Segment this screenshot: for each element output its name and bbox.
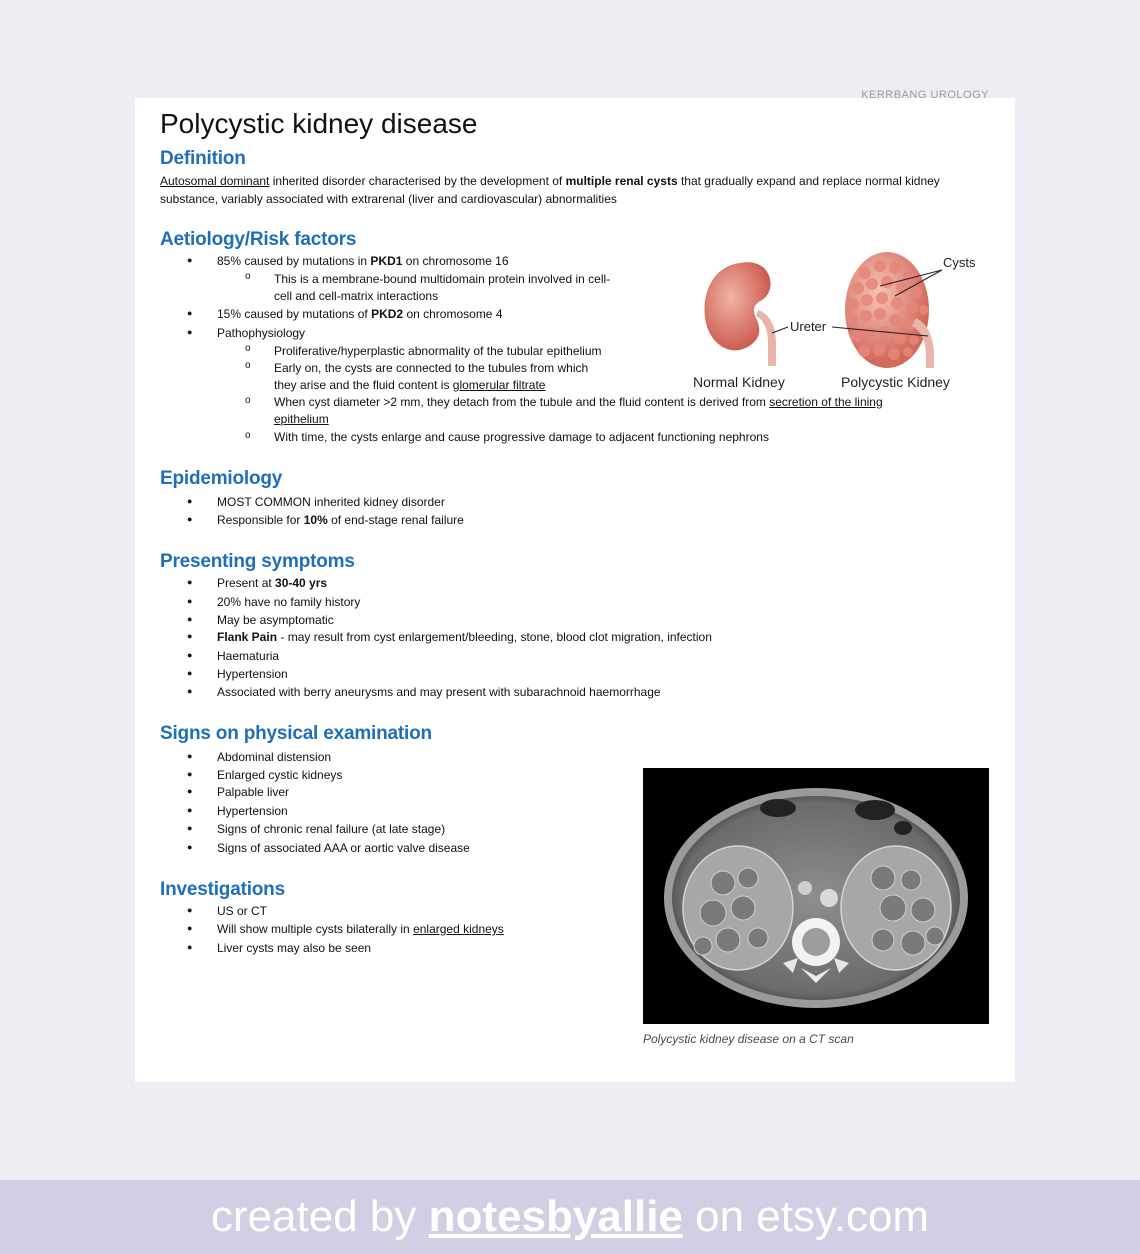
signs-item-2: Enlarged cystic kidneys: [217, 768, 343, 782]
header-cut-text: KERRBANG UROLOGY: [861, 89, 989, 101]
epidemiology-item-1: MOST COMMON inherited kidney disorder: [217, 495, 445, 509]
aetiology-sub-5: With time, the cysts enlarge and cause progressive damage to adjacent functioning nephrons: [274, 430, 769, 444]
bullet-icon: ●: [187, 751, 193, 761]
footer-post: on etsy.com: [682, 1192, 930, 1241]
bullet-icon: ●: [187, 614, 193, 624]
definition-p4: that gradually expand and replace normal kidney substance, variably associated with extrarenal (liver and cardiovascular) abnormalities: [160, 174, 940, 206]
circle-bullet-icon: o: [245, 395, 251, 406]
aetiology-item-1: 85% caused by mutations in PKD1 on chromosome 16: [217, 254, 509, 268]
definition-p2: inherited disorder characterised by the development of: [269, 174, 566, 188]
bullet-icon: ●: [187, 308, 193, 318]
circle-bullet-icon: o: [245, 430, 251, 441]
signs-item-4: Hypertension: [217, 804, 288, 818]
symptoms-item-7: Associated with berry aneurysms and may present with subarachnoid haemorrhage: [217, 685, 661, 699]
bullet-icon: ●: [187, 496, 193, 506]
kidney-illustration: [690, 248, 990, 393]
cysts-label: Cysts: [943, 255, 976, 270]
aetiology-sub-3a: Early on, the cysts are connected to the tubules from which: [274, 361, 589, 375]
footer-pre: created by: [210, 1192, 429, 1241]
kidney-figure: [690, 248, 990, 393]
ct-scan-image: [643, 768, 989, 1024]
bullet-icon: ●: [187, 327, 193, 337]
bullet-icon: ●: [187, 823, 193, 833]
investigations-item-1: US or CT: [217, 904, 268, 918]
signs-item-3: Palpable liver: [217, 785, 290, 799]
aetiology-item-3: Pathophysiology: [217, 326, 306, 340]
definition-p1: Autosomal dominant: [160, 174, 270, 188]
aetiology-sub-1a: This is a membrane-bound multidomain protein involved in cell-: [274, 272, 611, 286]
ureter-label: Ureter: [790, 319, 827, 334]
normal-kidney-label: Normal Kidney: [693, 374, 785, 390]
note-page: [135, 89, 1015, 1082]
bullet-icon: ●: [187, 650, 193, 660]
investigations-item-3: Liver cysts may also be seen: [217, 941, 372, 955]
symptoms-item-1: Present at 30-40 yrs: [217, 576, 328, 590]
aetiology-sub-4b: epithelium: [274, 412, 329, 426]
bullet-icon: ●: [187, 905, 193, 915]
bullet-icon: ●: [187, 686, 193, 696]
definition-heading: Definition: [160, 148, 246, 169]
aetiology-sub-4a: When cyst diameter >2 mm, they detach from the tubule and the fluid content is derived from secretion of the lining: [274, 395, 883, 409]
footer-brand-link[interactable]: notesbyallie: [428, 1192, 683, 1241]
normal-kidney-shape: [704, 262, 770, 350]
symptoms-heading: Presenting symptoms: [160, 551, 355, 572]
circle-bullet-icon: o: [245, 271, 251, 282]
bullet-icon: ●: [187, 786, 193, 796]
bullet-icon: ●: [187, 769, 193, 779]
signs-item-5: Signs of chronic renal failure (at late stage): [217, 822, 446, 836]
symptoms-item-4: Flank Pain - may result from cyst enlargement/bleeding, stone, blood clot migration, infection: [217, 630, 712, 644]
investigations-heading: Investigations: [160, 879, 285, 900]
polycystic-kidney-label: Polycystic Kidney: [841, 374, 950, 390]
bullet-icon: ●: [187, 942, 193, 952]
definition-text: [160, 173, 990, 208]
signs-item-1: Abdominal distension: [217, 750, 332, 764]
symptoms-item-5: Haematuria: [217, 649, 280, 663]
bullet-icon: ●: [187, 577, 193, 587]
ct-caption: Polycystic kidney disease on a CT scan: [643, 1032, 854, 1046]
signs-item-6: Signs of associated AAA or aortic valve disease: [217, 841, 470, 855]
page-title: Polycystic kidney disease: [160, 108, 478, 139]
symptoms-item-6: Hypertension: [217, 667, 288, 681]
symptoms-item-2: 20% have no family history: [217, 595, 361, 609]
ct-scan-illustration: [643, 768, 989, 1024]
bullet-icon: ●: [187, 668, 193, 678]
aetiology-sub-1b: cell and cell-matrix interactions: [274, 289, 439, 303]
bullet-icon: ●: [187, 514, 193, 524]
aetiology-heading: Aetiology/Risk factors: [160, 229, 357, 250]
bullet-icon: ●: [187, 596, 193, 606]
bullet-icon: ●: [187, 805, 193, 815]
definition-p3: multiple renal cysts: [565, 174, 678, 188]
aetiology-sub-2: Proliferative/hyperplastic abnormality of the tubular epithelium: [274, 344, 602, 358]
bullet-icon: ●: [187, 631, 193, 641]
normal-ureter: [756, 310, 776, 366]
epidemiology-item-2: Responsible for 10% of end-stage renal failure: [217, 513, 464, 527]
footer-banner: [0, 1180, 1140, 1254]
circle-bullet-icon: o: [245, 343, 251, 354]
aetiology-sub-3b: they arise and the fluid content is glomerular filtrate: [274, 378, 546, 392]
circle-bullet-icon: o: [245, 360, 251, 371]
investigations-item-2: Will show multiple cysts bilaterally in enlarged kidneys: [217, 922, 504, 936]
bullet-icon: ●: [187, 255, 193, 265]
bullet-icon: ●: [187, 923, 193, 933]
epidemiology-heading: Epidemiology: [160, 468, 283, 489]
symptoms-item-3: May be asymptomatic: [217, 613, 334, 627]
signs-heading: Signs on physical examination: [160, 723, 432, 744]
aetiology-item-2: 15% caused by mutations of PKD2 on chromosome 4: [217, 307, 503, 321]
bullet-icon: ●: [187, 842, 193, 852]
